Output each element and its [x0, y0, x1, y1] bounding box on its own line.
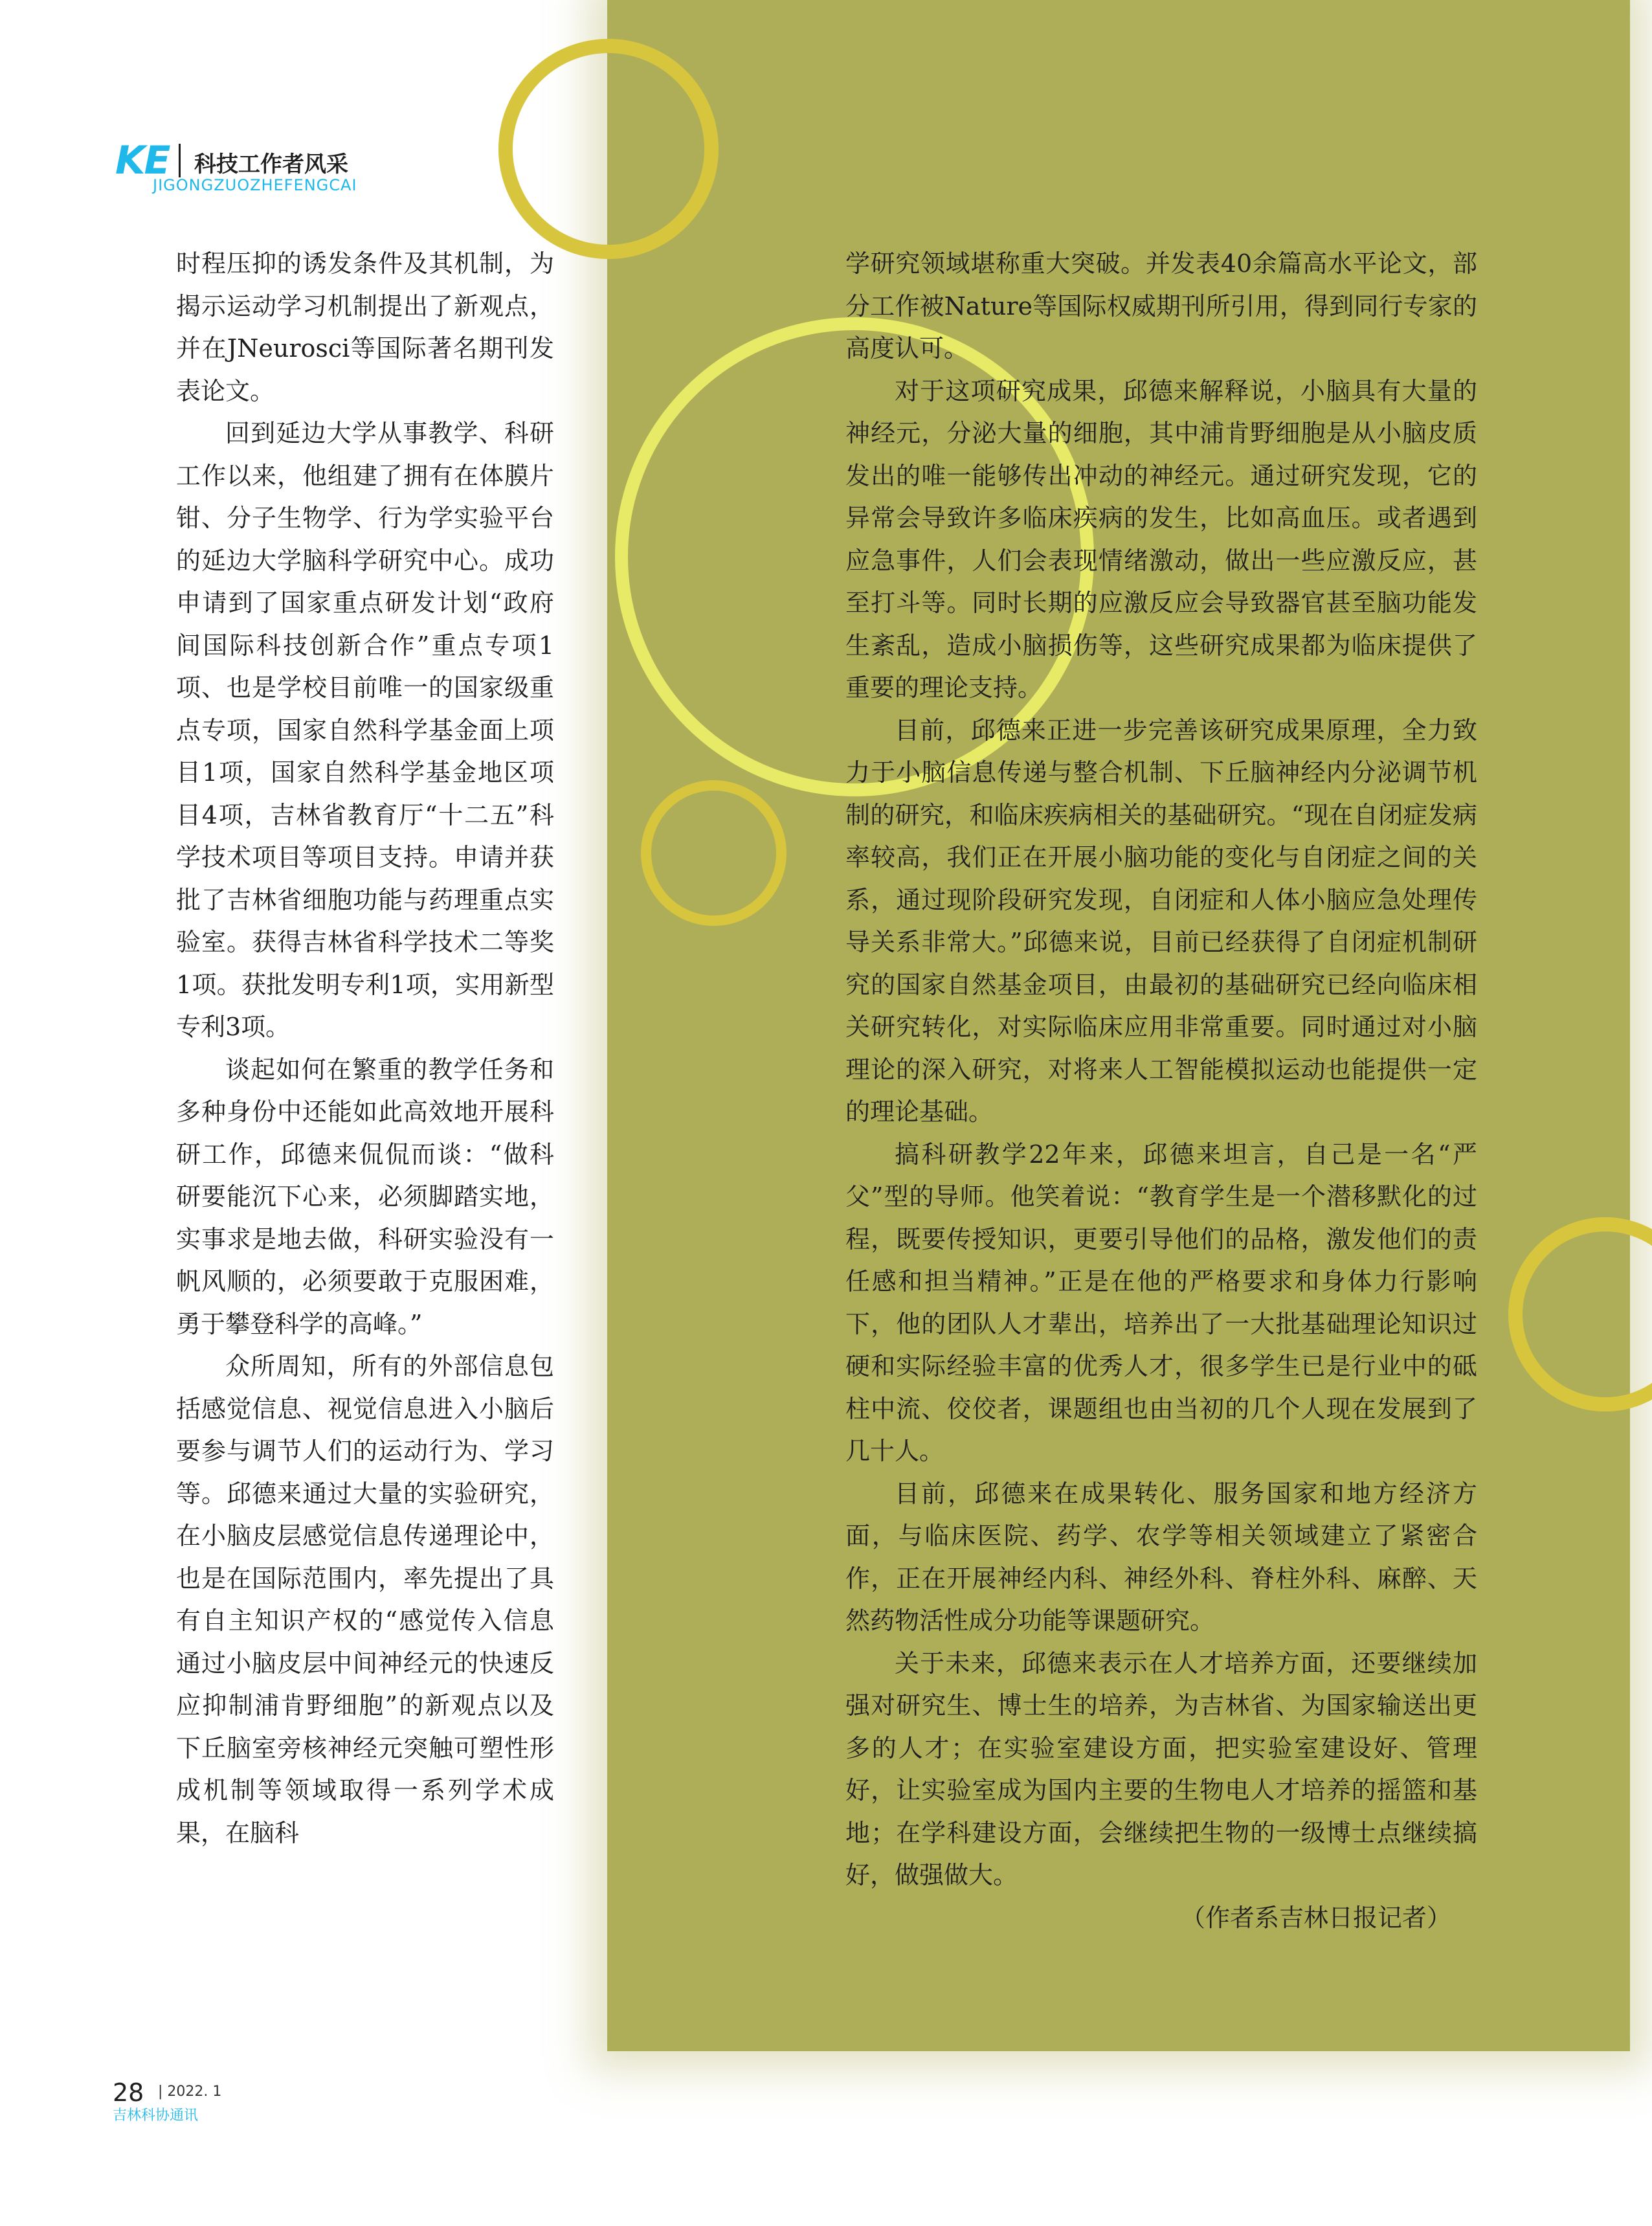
paragraph: 目前，邱德来正进一步完善该研究成果原理，全力致力于小脑信息传递与整合机制、下丘脑神经内分泌调节机制的研究，和临床疾病相关的基础研究。“现在自闭症发病率较高，我们正在开展小脑功能的变化与自闭症之间的关系，通过现阶段研究发现，自闭症和人体小脑应急处理传导关系非常大。”邱德来说，目前已经获得了自闭症机制研究的国家自然基金项目，由最初的基础研究已经向临床相关研究转化，对实际临床应用非常重要。同时通过对小脑理论的深入研究，对将来人工智能模拟运动也能提供一定的理论基础。 [845, 715, 1477, 1126]
paragraph: 目前，邱德来在成果转化、服务国家和地方经济方面，与临床医院、药学、农学等相关领域建立了紧密合作，正在开展神经内科、神经外科、脊柱外科、麻醉、天然药物活性成分功能等课题研究。 [845, 1479, 1477, 1635]
paragraph: 搞科研教学22年来，邱德来坦言，自己是一名“严父”型的导师。他笑着说：“教育学生是一个潜移默化的过程，既要传授知识，更要引导他们的品格，激发他们的责任感和担当精神。”正是在他的严格要求和身体力行影响下，他的团队人才辈出，培养出了一大批基础理论知识过硬和实际经验丰富的优秀人才，很多学生已是行业中的砥柱中流、佼佼者，课题组也由当初的几个人现在发展到了几十人。 [845, 1140, 1477, 1465]
decorative-ring-top [498, 39, 719, 259]
publication-name: 吉林科协通讯 [113, 2108, 199, 2124]
issue-date: | 2022. 1 [158, 2084, 222, 2100]
paragraph: 回到延边大学从事教学、科研工作以来，他组建了拥有在体膜片钳、分子生物学、行为学实验平台的延边大学脑科学研究中心。成功申请到了国家重点研发计划“政府间国际科技创新合作”重点专项1项、也是学校目前唯一的国家级重点专项，国家自然科学基金面上项目1项，国家自然科学基金地区项目4项，吉林省教育厅“十二五”科学技术项目等项目支持。申请并获批了吉林省细胞功能与药理重点实验室。获得吉林省科学技术二等奖1项。获批发明专利1项，实用新型专利3项。 [176, 419, 554, 1041]
paragraph: 众所周知，所有的外部信息包括感觉信息、视觉信息进入小脑后要参与调节人们的运动行为、学习等。邱德来通过大量的实验研究，在小脑皮层感觉信息传递理论中，也是在国际范围内，率先提出了具有自主知识产权的“感觉传入信息通过小脑皮层中间神经元的快速反应抑制浦肯野细胞”的新观点以及下丘脑室旁核神经元突触可塑性形成机制等领域取得一系列学术成果，在脑科 [176, 1352, 554, 1847]
paragraph: 对于这项研究成果，邱德来解释说，小脑具有大量的神经元，分泌大量的细胞，其中浦肯野细胞是从小脑皮质发出的唯一能够传出冲动的神经元。通过研究发现，它的异常会导致许多临床疾病的发生，比如高血压。或者遇到应急事件，人们会表现情绪激动，做出一些应激反应，甚至打斗等。同时长期的应激反应会导致器官甚至脑功能发生紊乱，造成小脑损伤等，这些研究成果都为临床提供了重要的理论支持。 [845, 376, 1477, 702]
page-number: 28 [113, 2078, 144, 2107]
paragraph: 学研究领域堪称重大突破。并发表40余篇高水平论文，部分工作被Nature等国际权威期刊所引用，得到同行专家的高度认可。 [845, 249, 1477, 363]
section-title: 科技工作者风采 [194, 152, 348, 177]
decorative-ring-small [641, 780, 787, 926]
left-text-column [176, 243, 554, 1854]
magazine-logo: KE [115, 138, 170, 183]
section-subtitle: JIGONGZUOZHEFENGCAI [153, 176, 357, 194]
paragraph: 时程压抑的诱发条件及其机制，为揭示运动学习机制提出了新观点，并在JNeurosci等国际著名期刊发表论文。 [176, 249, 554, 405]
header-divider [179, 144, 181, 177]
paragraph: 谈起如何在繁重的教学任务和多种身份中还能如此高效地开展科研工作，邱德来侃侃而谈：“做科研要能沉下心来，必须脚踏实地，实事求是地去做，科研实验没有一帆风顺的，必须要敢于克服困难，勇于攀登科学的高峰。” [176, 1055, 554, 1338]
right-text-column [845, 243, 1477, 1939]
paragraph: 关于未来，邱德来表示在人才培养方面，还要继续加强对研究生、博士生的培养，为吉林省、为国家输送出更多的人才；在实验室建设方面，把实验室建设好、管理好，让实验室成为国内主要的生物电人才培养的摇篮和基地；在学科建设方面，会继续把生物的一级博士点继续搞好，做强做大。 [845, 1648, 1477, 1889]
author-byline: （作者系吉林日报记者） [1180, 1903, 1451, 1932]
